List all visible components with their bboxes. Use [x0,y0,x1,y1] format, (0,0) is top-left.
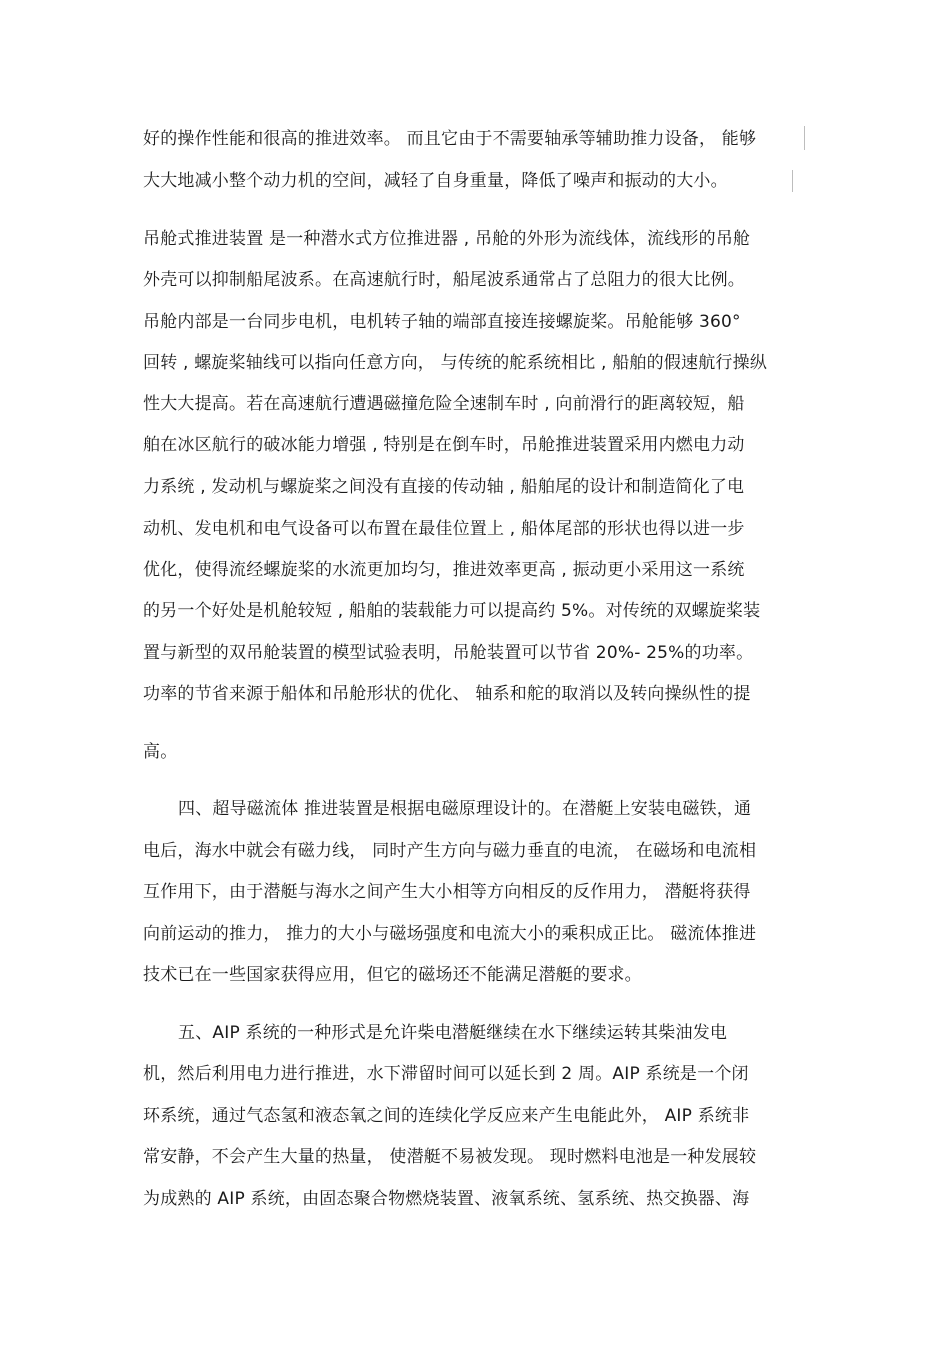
text-line: 外壳可以抑制船尾波系。在高速航行时，船尾波系通常占了总阻力的很大比例。 [143,270,745,290]
text-line: 性大大提高。若在高速航行遭遇磁撞危险全速制车时 , 向前滑行的距离较短，船 [143,394,745,414]
text-line: 技术已在一些国家获得应用，但它的磁场还不能满足潜艇的要求。 [143,965,642,985]
text-line: 高。 [143,742,178,762]
text-line: 常安静，不会产生大量的热量， 使潜艇不易被发现。 现时燃料电池是一种发展较 [143,1147,757,1167]
text-line: 电后，海水中就会有磁力线， 同时产生方向与磁力垂直的电流， 在磁场和电流相 [143,841,757,861]
text-line: 为成熟的 AIP 系统，由固态聚合物燃烧装置、液氧系统、氢系统、热交换器、海 [143,1189,750,1209]
text-line: 机，然后利用电力进行推进，水下滞留时间可以延长到 2 周。AIP 系统是一个闭 [143,1064,749,1084]
text-line: 置与新型的双吊舱装置的模型试验表明，吊舱装置可以节省 20%- 25%的功率。 [143,643,754,663]
text-line: 动机、发电机和电气设备可以布置在最佳位置上 , 船体尾部的形状也得以进一步 [143,519,745,539]
text-line: 的另一个好处是机舱较短 , 船舶的装载能力可以提高约 5%。对传统的双螺旋桨装 [143,601,761,621]
text-line: 舶在冰区航行的破冰能力增强 , 特别是在倒车时，吊舱推进装置采用内燃电力动 [143,435,745,455]
text-line: 吊舱式推进装置 是一种潜水式方位推进器 , 吊舱的外形为流线体，流线形的吊舱 [143,229,751,249]
text-line: 五、AIP 系统的一种形式是允许柴电潜艇继续在水下继续运转其柴油发电 [178,1023,728,1043]
text-line: 功率的节省来源于船体和吊舱形状的优化、 轴系和舵的取消以及转向操纵性的提 [143,684,751,704]
text-line: 吊舱内部是一台同步电机，电机转子轴的端部直接连接螺旋桨。吊舱能够 360° [143,312,741,332]
text-line: 优化，使得流经螺旋桨的水流更加均匀，推进效率更高 , 振动更小采用这一系统 [143,560,745,580]
right-edge-rule [804,126,805,150]
text-line: 向前运动的推力， 推力的大小与磁场强度和电流大小的乘积成正比。 磁流体推进 [143,924,757,944]
text-line: 四、超导磁流体 推进装置是根据电磁原理设计的。在潜艇上安装电磁铁，通 [178,799,752,819]
text-line: 回转 , 螺旋桨轴线可以指向任意方向， 与传统的舵系统相比 , 船舶的假速航行操纵 [143,353,768,373]
text-line: 好的操作性能和很高的推进效率。 而且它由于不需要轴承等辅助推力设备， 能够 [143,129,757,149]
text-line: 大大地减小整个动力机的空间，减轻了自身重量，降低了噪声和振动的大小。 [143,171,728,191]
text-line: 环系统，通过气态氢和液态氧之间的连续化学反应来产生电能此外， AIP 系统非 [143,1106,750,1126]
right-edge-rule [792,170,793,192]
text-line: 力系统 , 发动机与螺旋桨之间没有直接的传动轴 , 船舶尾的设计和制造简化了电 [143,477,745,497]
text-line: 互作用下，由于潜艇与海水之间产生大小相等方向相反的反作用力， 潜艇将获得 [143,882,751,902]
